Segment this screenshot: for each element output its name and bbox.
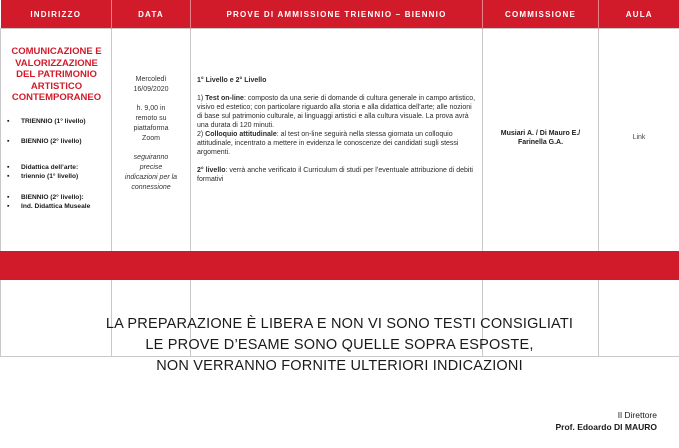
connection-note-line: indicazioni per la [124, 174, 178, 181]
prove-second-level [197, 166, 476, 184]
prove-item-number: 2) [197, 131, 206, 138]
list-item [5, 193, 108, 202]
prove-item-text: : verrà anche verificato il Curriculum di studi per l’eventuale attribuzione di debiti formativi [197, 167, 473, 183]
header-data: DATA [112, 0, 191, 29]
indirizzo-title [5, 46, 108, 104]
header-indirizzo: INDIRIZZO [1, 0, 112, 29]
list-item-text: TRIENNIO (1° livello) [21, 117, 86, 125]
prove-item-text: : al test on-line seguirà nella stessa giornata un colloquio attitudinale, incentrato a mettere in evidenza le conoscenze dei candidati sugli stessi argomenti. [197, 131, 459, 156]
cell-indirizzo [1, 29, 112, 357]
list-item [5, 163, 108, 172]
cell-aula [599, 29, 679, 357]
aula-link[interactable]: Link [632, 134, 646, 141]
red-footer-band [0, 251, 679, 280]
exam-time-line: piattaforma [133, 125, 169, 132]
list-item [5, 137, 108, 146]
indirizzo-title-line: DEL PATRIMONIO [16, 69, 97, 80]
commission-members-line: Musiari A. / Di Mauro E./ [500, 130, 581, 137]
prove-item-label: 2° livello [197, 167, 226, 174]
signature-block [555, 409, 657, 433]
header-commissione: COMMISSIONE [483, 0, 599, 29]
notice-block [0, 314, 679, 377]
list-item [5, 202, 108, 211]
list-item-text: BIENNIO (2° livello) [21, 137, 82, 145]
indirizzo-title-line: COMUNICAZIONE E [11, 46, 102, 57]
prove-item-label: Test on-line [205, 95, 244, 102]
connection-note-line: precise [139, 164, 163, 171]
prove-item-label: Colloquio attitudinale [205, 131, 277, 138]
commission-members-line: Farinella G.A. [517, 139, 564, 146]
header-prove: PROVE DI AMMISSIONE TRIENNIO – BIENNIO [191, 0, 483, 29]
prove-item-number: 1) [197, 95, 206, 102]
signature-role: Il Direttore [617, 410, 657, 420]
connection-note [116, 153, 186, 193]
notice-line: LA PREPARAZIONE È LIBERA E NON VI SONO TESTI CONSIGLIATI [105, 316, 574, 332]
list-item-text: BIENNIO (2° livello): [21, 193, 84, 201]
cell-data [112, 29, 191, 357]
notice-line: LE PROVE D’ESAME SONO QUELLE SOPRA ESPOSTE, [145, 337, 534, 353]
prove-test-online [197, 94, 476, 130]
table-header-row [1, 0, 679, 29]
signature-name: Prof. Edoardo DI MAURO [555, 422, 657, 432]
table-row [1, 29, 679, 357]
list-item-text: Didattica dell’arte: [21, 163, 79, 171]
exam-time-line: Zoom [142, 135, 160, 142]
indirizzo-title-line: VALORIZZAZIONE [15, 57, 98, 69]
indirizzo-title-line: ARTISTICO [30, 80, 83, 92]
exam-date: 16/09/2020 [133, 86, 169, 93]
header-aula: AULA [599, 0, 679, 29]
list-item-text: Ind. Didattica Museale [21, 202, 91, 210]
list-item [5, 172, 108, 181]
exam-day [116, 75, 186, 95]
list-item-text: triennio (1° livello) [21, 172, 79, 180]
cell-prove [191, 29, 483, 357]
exam-time-line: h. 9,00 in [136, 105, 166, 112]
prove-item-text: : composto da una serie di domande di cultura generale in campo artistico, visivo ed estetico; con particolare riguardo alla storia e alla didattica dell’arte; alle nozioni di base sul patrimonio culturale, ai linguaggi artistici e alla cultura visuale. La prova avrà una durata di 120 minuti. [197, 95, 476, 129]
prove-heading-text: 1° Livello e 2° Livello [197, 77, 267, 84]
connection-note-line: seguiranno [133, 154, 169, 161]
list-item [5, 117, 108, 126]
prove-heading [197, 76, 476, 85]
connection-note-line: connessione [131, 184, 171, 191]
prove-colloquio [197, 130, 476, 157]
cell-commissione [483, 29, 599, 357]
exam-weekday: Mercoledì [135, 76, 167, 83]
indirizzo-list [5, 117, 108, 211]
notice-line: NON VERRANNO FORNITE ULTERIORI INDICAZIONI [156, 358, 523, 374]
exam-time-line: remoto su [135, 115, 167, 122]
indirizzo-title-line: CONTEMPORANEO [11, 92, 102, 103]
exam-time-info [116, 104, 186, 144]
